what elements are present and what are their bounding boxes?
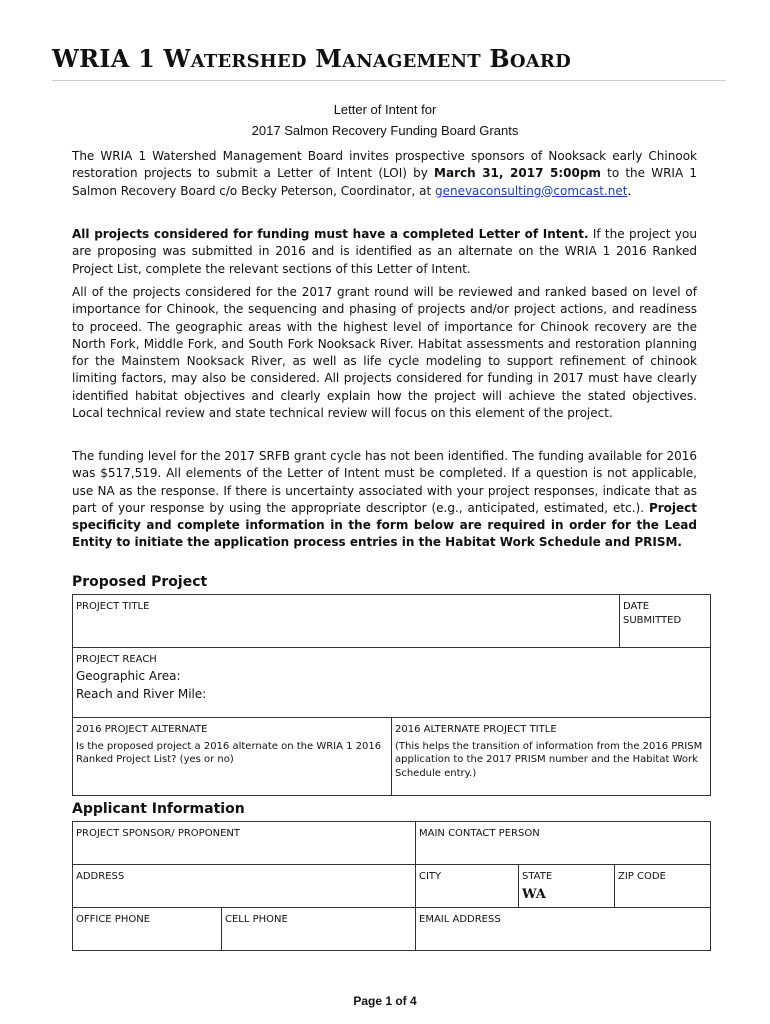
field-hint: (This helps the transition of information from the 2016 PRISM application to the 2017 PRISM number and the Habitat Work Schedule entry.)	[395, 740, 703, 779]
field-label: MAIN CONTACT PERSON	[419, 828, 540, 839]
funding-paragraph	[72, 448, 697, 552]
intro-paragraph	[72, 148, 697, 200]
field-label: STATE	[522, 871, 553, 882]
field-label: CITY	[419, 871, 442, 882]
proposed-project-heading: Proposed Project	[72, 574, 208, 590]
ranking-paragraph: All of the projects considered for the 2017 grant round will be reviewed and ranked based on level of importance for Chinook, the sequencing and phasing of projects and/or project actions, and readiness to proceed. The geographic areas with the highest level of importance for Chinook recovery are the North Fork, Middle Fork, and South Fork Nooksack River. Habitat assessments and restoration planning for the Mainstem Nooksack River, as well as life cycle modeling to support refinement of chinook limiting factors, may also be considered. All projects considered for funding in 2017 must have clearly identified habitat objectives and clearly explain how the project will achieve the stated objectives. Local technical review and state technical review will focus on this element of the project.	[72, 285, 697, 421]
header-part: B	[480, 44, 510, 73]
header-part: ANAGEMENT	[342, 51, 481, 72]
field-label: OFFICE PHONE	[76, 914, 151, 925]
deadline: March 31, 2017 5:00pm	[434, 166, 601, 181]
field-label: DATE SUBMITTED	[623, 601, 682, 626]
project-alternate-field[interactable]	[72, 717, 392, 796]
header-part: M	[306, 44, 343, 73]
text: to the WRIA 1 Salmon Recovery Board c/o Becky Peterson, Coordinator, at	[72, 166, 698, 198]
email-link[interactable]: genevaconsulting@comcast.net	[434, 183, 628, 198]
field-label: PROJECT SPONSOR/ PROPONENT	[76, 828, 240, 839]
geographic-area-label: Geographic Area:	[76, 668, 181, 683]
office-phone-field[interactable]	[72, 907, 222, 951]
doc-title-line1: Letter of Intent for	[333, 102, 437, 117]
header-part: OARD	[509, 51, 571, 72]
text: .	[627, 183, 632, 198]
field-label: PROJECT TITLE	[76, 601, 150, 612]
sponsor-field[interactable]	[72, 821, 416, 865]
text: The funding level for the 2017 SRFB grant cycle has not been identified. The funding available for 2016 was $517,519. All elements of the Letter of Intent must be completed. If a question is not applicable, use NA as the response. If there is uncertainty associated with your project responses, indicate that as part of your response by using the appropriate descriptor (e.g., anticipated, estimated, etc.).	[72, 449, 697, 515]
state-value: WA	[522, 886, 546, 902]
zip-code-field[interactable]	[614, 864, 711, 908]
header-part: WRIA 1 W	[52, 44, 191, 73]
applicant-info-heading: Applicant Information	[72, 801, 245, 817]
project-reach-field[interactable]	[72, 647, 711, 718]
specificity-statement: Project specificity and complete information in the form below are required in order for the Lead Entity to initiate the application process entries in the Habitat Work Schedule and PRISM.	[72, 500, 697, 550]
text: If the project you are proposing was submitted in 2016 and is identified as an alternate on the WRIA 1 2016 Ranked Project List, complete the relevant sections of this Letter of Intent.	[72, 227, 697, 276]
address-field[interactable]	[72, 864, 416, 908]
board-header	[52, 44, 732, 73]
field-label: EMAIL ADDRESS	[419, 914, 501, 925]
requirement-paragraph	[72, 226, 697, 278]
field-label: CELL PHONE	[225, 914, 288, 925]
email-address-field[interactable]	[415, 907, 711, 951]
requirement-statement: All projects considered for funding must have a completed Letter of Intent.	[72, 227, 589, 241]
field-label: ZIP CODE	[618, 871, 666, 882]
field-label: 2016 PROJECT ALTERNATE	[76, 724, 208, 735]
doc-title-line2: 2017 Salmon Recovery Funding Board Grants	[251, 123, 519, 138]
field-hint: Is the proposed project a 2016 alternate on the WRIA 1 2016 Ranked Project List? (yes or no)	[76, 740, 382, 765]
field-label: 2016 ALTERNATE PROJECT TITLE	[395, 724, 557, 735]
field-label: PROJECT REACH	[76, 654, 157, 665]
cell-phone-field[interactable]	[221, 907, 416, 951]
state-field[interactable]	[518, 864, 615, 908]
date-submitted-field[interactable]	[619, 594, 711, 648]
city-field[interactable]	[415, 864, 519, 908]
project-title-field[interactable]	[72, 594, 620, 648]
main-contact-field[interactable]	[415, 821, 711, 865]
field-label: ADDRESS	[76, 871, 125, 882]
reach-river-mile-label: Reach and River Mile:	[76, 686, 207, 701]
text: The WRIA 1 Watershed Management Board invites prospective sponsors of Nooksack early Chinook restoration projects to submit a Letter of Intent (LOI) by	[72, 149, 697, 181]
header-divider	[52, 80, 726, 81]
alternate-project-title-field[interactable]	[391, 717, 711, 796]
page-number: Page 1 of 4	[353, 994, 417, 1008]
header-part: ATERSHED	[190, 51, 307, 72]
